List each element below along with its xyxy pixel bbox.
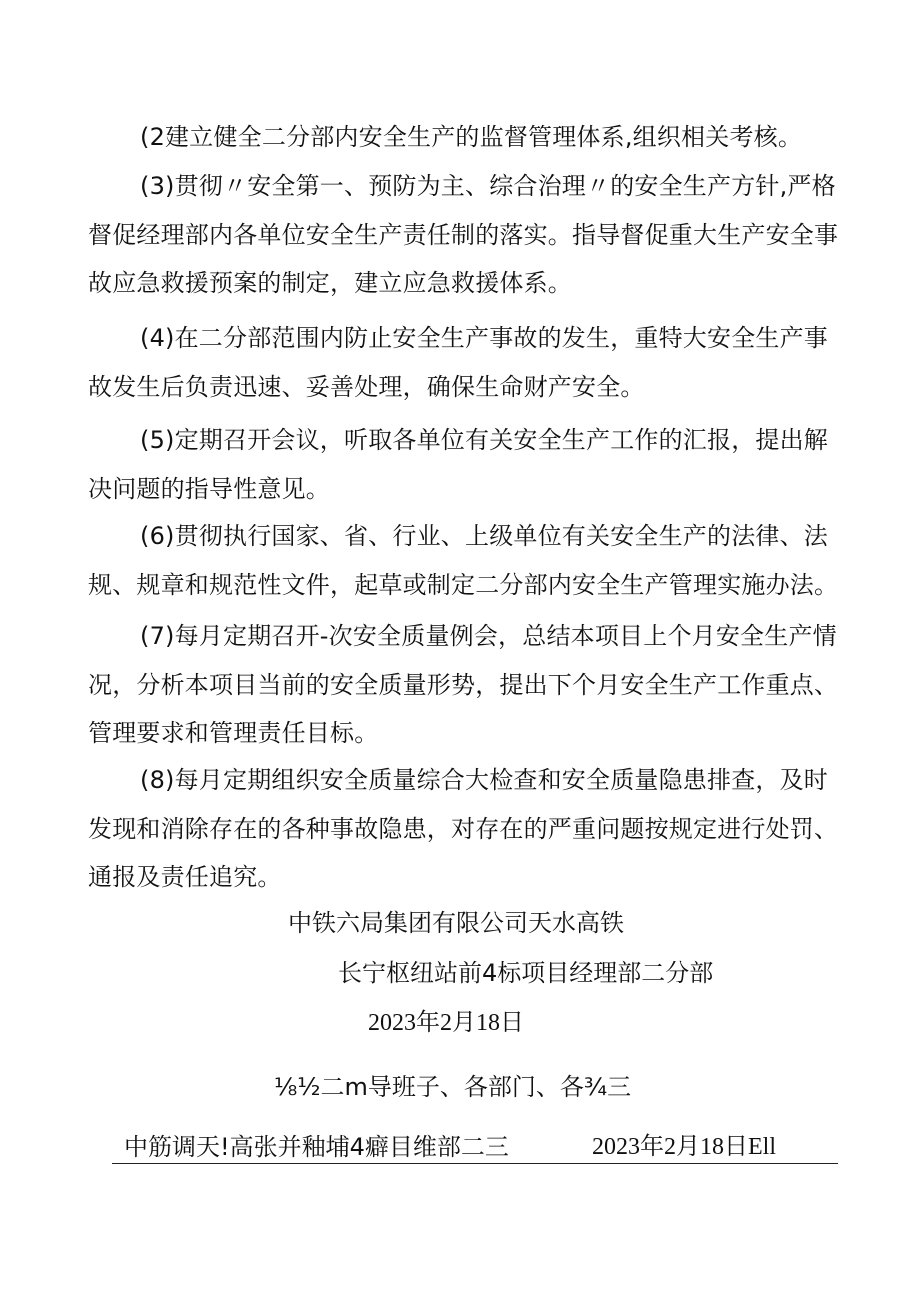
footer-divider [112, 1163, 838, 1164]
paragraph-5: (5)定期召开会议，听取各单位有关安全生产工作的汇报，提出解决问题的指导性意见。 [88, 426, 828, 503]
signature-org-line2: 长宁枢纽站前4标项目经理部二分部 [338, 959, 714, 987]
paragraph-4: (4)在二分部范围内防止安全生产事故的发生，重特大安全生产事故发生后负责迅速、妥善处理，确保生命财产安全。 [88, 324, 828, 401]
paragraph-3: (3)贯彻〃安全第一、预防为主、综合治理〃的安全生产方针,严格督促经理部内各单位安全生产责任制的落实。指导督促重大生产安全事故应急救援预案的制定，建立应急救援体系。 [88, 172, 839, 297]
issue-date: 2023年2月18日Ell [592, 1134, 776, 1160]
paragraph-6: (6)贯彻执行国家、省、行业、上级单位有关安全生产的法律、法规、规章和规范性文件，起草或制定二分部内安全生产管理实施办法。 [88, 522, 839, 599]
paragraph-2: (2建立健全二分部内安全生产的监督管理体系,组织相关考核。 [140, 123, 803, 151]
paragraph-8: (8)每月定期组织安全质量综合大检查和安全质量隐患排查，及时发现和消除存在的各种事故隐患，对存在的严重问题按规定进行处罚、通报及责任追究。 [88, 766, 839, 891]
signature-date: 2023年2月18日 [368, 1010, 524, 1036]
paragraph-7: (7)每月定期召开-次安全质量例会，总结本项目上个月安全生产情况，分析本项目当前的安全质量形势，提出下个月安全生产工作重点、管理要求和管理责任目标。 [88, 622, 839, 747]
signature-org-line1: 中铁六局集团有限公司天水高铁 [288, 909, 624, 937]
distribution-line: ⅛½二m导班子、各部门、各¾三 [274, 1073, 632, 1101]
issuer-line: 中筋调天!高张并釉埔4癖目维部二三 [124, 1133, 509, 1161]
